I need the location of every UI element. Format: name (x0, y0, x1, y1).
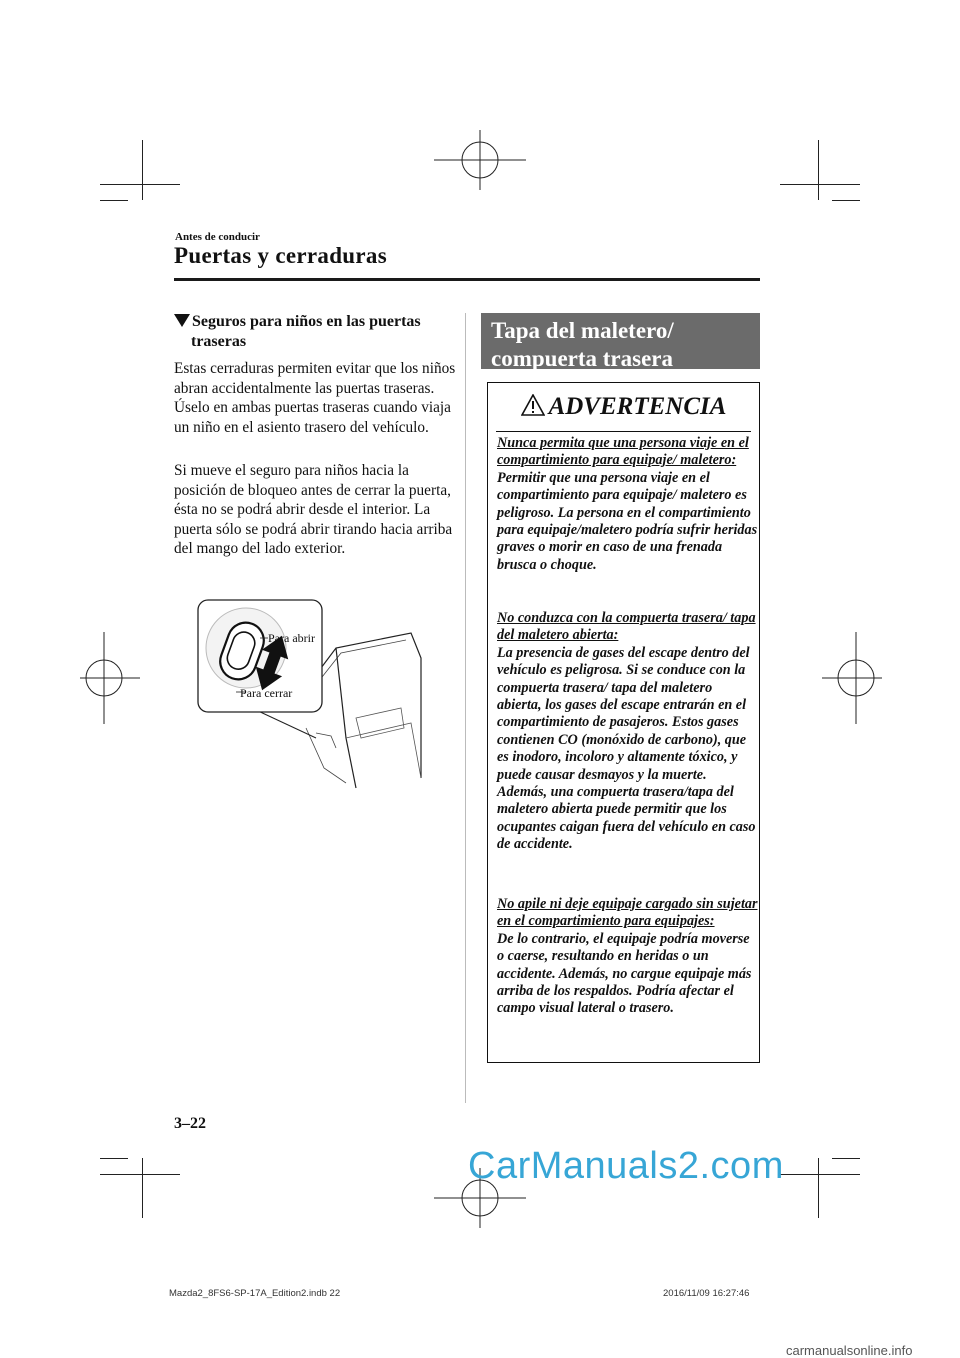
warning-triangle-icon (521, 394, 545, 416)
warning-box (487, 382, 760, 1063)
subsection-heading-line2: traseras (191, 333, 247, 350)
footer-date-info: 2016/11/09 16:27:46 (663, 1288, 750, 1299)
banner-line1: Tapa del maletero/ (491, 318, 674, 343)
header-rule (174, 278, 760, 281)
footer-file-info: Mazda2_8FS6-SP-17A_Edition2.indb 22 (169, 1288, 341, 1299)
warning-2-heading: No conduzca con la compuerta trasera/ tapa del maletero abierta: (497, 610, 756, 644)
warning-2-body: La presencia de gases del escape dentro del vehículo es peligrosa. Si se conduce con la compuerta trasera/ tapa del maletero abierta, los gases del escape entrarán en el compartimiento de pasajeros. Estos gases contienen CO (monóxido de carbono), que es inodoro, incoloro y altamente tóxico, y puede causar desmayos y la muerte. Además, una compuerta trasera/tapa del maletero abierta puede permitir que los ocupantes caigan fuera del vehículo en caso de accidente. (497, 644, 756, 853)
section-label: Antes de conducir (175, 231, 260, 243)
registration-mark-top (434, 130, 526, 190)
chapter-title: Puertas y cerraduras (174, 243, 387, 268)
warning-2 (497, 610, 759, 854)
warning-1-heading: Nunca permita que una persona viaje en el compartimiento para equipaje/ maletero: (497, 435, 749, 469)
door-illustration (196, 598, 426, 798)
body-paragraph-1: Estas cerraduras permiten evitar que los niños abran accidentalmente las puertas traseras. Úselo en ambas puertas traseras cuando viaja un niño en el asiento trasero del vehículo. (174, 360, 456, 436)
page-number: 3–22 (174, 1115, 206, 1132)
banner-line2: compuerta trasera (491, 346, 674, 371)
warning-3-heading: No apile ni deje equipaje cargado sin sujetar en el compartimiento para equipajes: (497, 896, 758, 930)
warning-3 (497, 896, 759, 1018)
registration-mark-right (822, 632, 882, 724)
section-banner (481, 313, 760, 369)
warning-title (488, 393, 759, 421)
label-close: Para cerrar (240, 686, 293, 700)
warning-1-body: Permitir que una persona viaje en el compartimiento para equipaje/ maletero es peligroso. La persona en el compartimiento para equipaje/maletero podría sufrir heridas graves o morir en caso de una frenada brusca o choque. (497, 469, 758, 573)
subsection-heading (174, 312, 454, 352)
watermark-corner: carmanualsonline.info (786, 1343, 913, 1358)
child-lock-figure (196, 598, 426, 798)
column-divider (465, 313, 466, 1103)
warning-title-text: ADVERTENCIA (548, 393, 727, 420)
body-paragraph-2: Si mueve el seguro para niños hacia la posición de bloqueo antes de cerrar la puerta, ésta no se podrá abrir desde el interior. La puerta sólo se podrá abrir tirando hacia arriba del mango del lado exterior. (174, 462, 453, 558)
label-open: Para abrir (268, 631, 315, 645)
triangle-bullet-icon (174, 314, 190, 327)
registration-mark-left (80, 632, 140, 724)
warning-title-rule (496, 431, 751, 432)
warning-1 (497, 435, 759, 574)
subsection-heading-line1: Seguros para niños en las puertas (192, 313, 421, 330)
warning-3-body: De lo contrario, el equipaje podría moverse o caerse, resultando en heridas o un accidente. Además, no cargue equipaje más arriba de los respaldos. Podría afectar el campo visual lateral o trasero. (497, 930, 752, 1017)
watermark-main: CarManuals2.com (468, 1145, 784, 1187)
